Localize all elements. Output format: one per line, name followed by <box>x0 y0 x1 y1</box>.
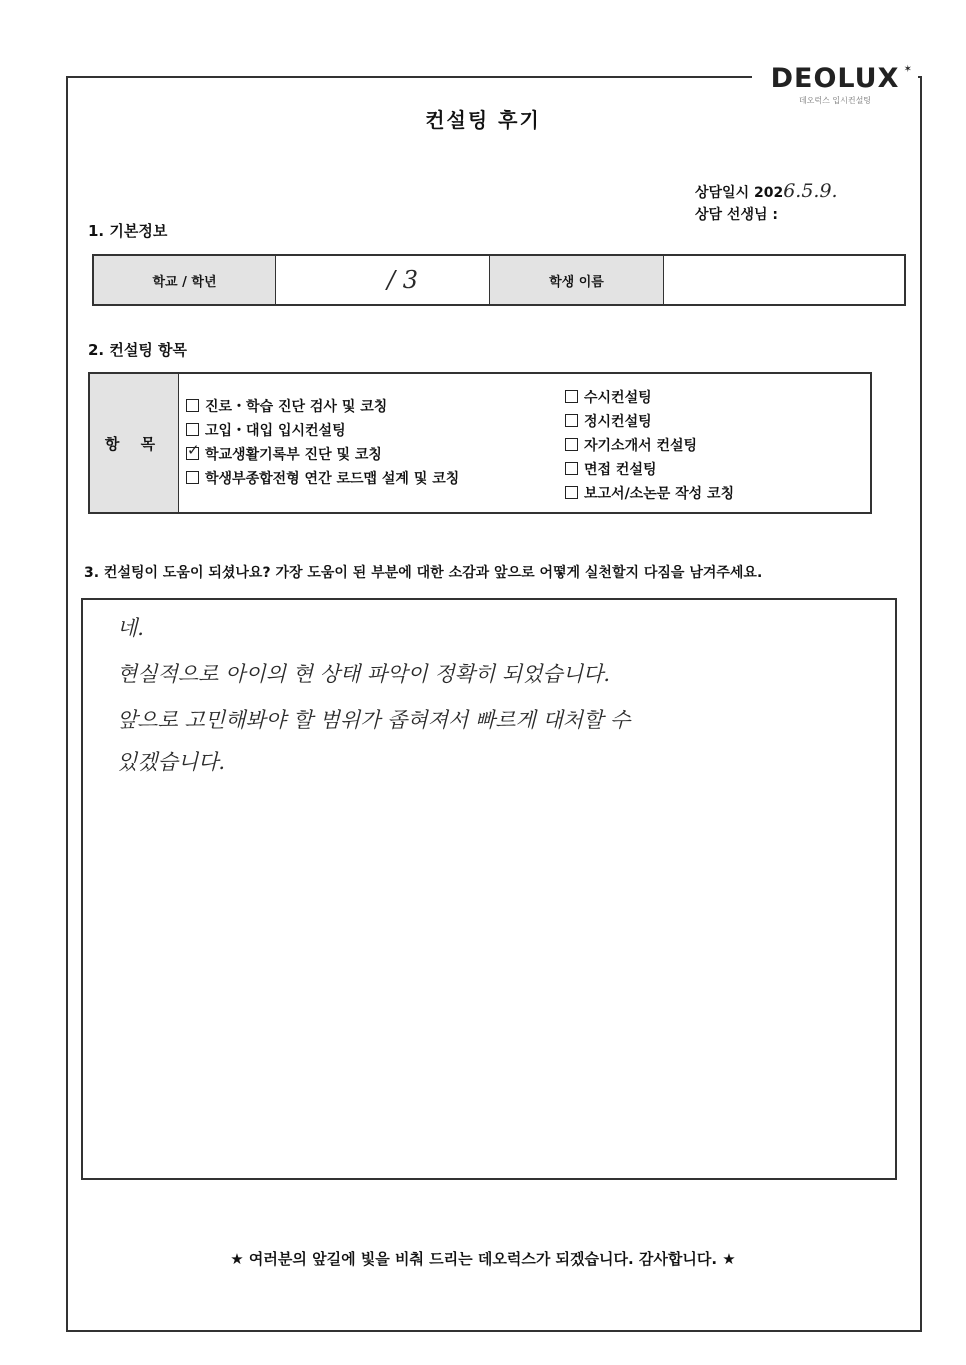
student-name-value <box>664 256 904 304</box>
section1-heading: 1. 기본정보 <box>88 222 168 240</box>
answer-line: 있겠습니다. <box>117 750 226 774</box>
checkbox-icon <box>565 462 578 475</box>
consulting-option <box>565 387 652 407</box>
logo-tagline: 데오럭스 입시컨설팅 <box>798 96 872 105</box>
basic-info-table <box>92 254 906 306</box>
logo-star-icon: ✶ <box>903 64 912 75</box>
consulting-option <box>565 411 652 431</box>
section2-heading: 2. 컨설팅 항목 <box>88 341 188 359</box>
option-label: 진로・학습 진단 검사 및 코칭 <box>205 399 388 415</box>
option-label: 수시컨설팅 <box>584 390 652 406</box>
checkbox-icon <box>565 486 578 499</box>
school-grade-value: / 3 <box>276 256 490 304</box>
consulting-option <box>186 396 387 416</box>
option-label: 자기소개서 컨설팅 <box>584 438 698 454</box>
answer-box <box>81 598 897 1180</box>
checkbox-icon <box>565 414 578 427</box>
option-label: 학교생활기록부 진단 및 코칭 <box>205 447 382 463</box>
teacher-label: 상담 선생님 : <box>695 207 778 223</box>
checkbox-icon <box>565 390 578 403</box>
checkbox-icon <box>186 399 199 412</box>
consulting-option <box>565 483 734 503</box>
footer-message: ★ 여러분의 앞길에 빛을 비춰 드리는 데오럭스가 되겠습니다. 감사합니다. ★ <box>230 1250 736 1268</box>
consulting-option <box>186 444 382 464</box>
answer-line: 네. <box>117 616 144 640</box>
option-label: 면접 컨설팅 <box>584 462 657 478</box>
date-value: 6.5.9. <box>783 180 838 202</box>
student-name-label: 학생 이름 <box>490 256 664 304</box>
date-label: 상담일시 202 <box>695 185 784 201</box>
consulting-option <box>186 420 346 440</box>
checkbox-icon <box>186 423 199 436</box>
option-label: 정시컨설팅 <box>584 414 652 430</box>
consulting-option <box>565 435 697 455</box>
consulting-items-table <box>88 372 872 514</box>
logo-brand: DEOLUX <box>770 63 900 94</box>
section3-question: 3. 컨설팅이 도움이 되셨나요? 가장 도움이 된 부분에 대한 소감과 앞으로 어떻게 실천할지 다짐을 남겨주세요. <box>84 565 763 581</box>
answer-line: 앞으로 고민해봐야 할 범위가 좁혀져서 빠르게 대처할 수 <box>117 708 631 732</box>
option-label: 보고서/소논문 작성 코칭 <box>584 486 735 502</box>
checkbox-icon <box>565 438 578 451</box>
checkbox-checked-icon <box>186 447 199 460</box>
answer-line: 현실적으로 아이의 현 상태 파악이 정확히 되었습니다. <box>117 662 611 686</box>
page-title: 컨설팅 후기 <box>425 108 541 132</box>
option-label: 고입・대입 입시컨설팅 <box>205 423 346 439</box>
option-label: 학생부종합전형 연간 로드맵 설계 및 코칭 <box>205 471 460 487</box>
checkbox-icon <box>186 471 199 484</box>
school-grade-label: 학교 / 학년 <box>94 256 276 304</box>
consulting-option <box>186 468 459 488</box>
consulting-option <box>565 459 657 479</box>
consult-date <box>695 180 838 202</box>
items-row-header: 항 목 <box>90 374 179 512</box>
